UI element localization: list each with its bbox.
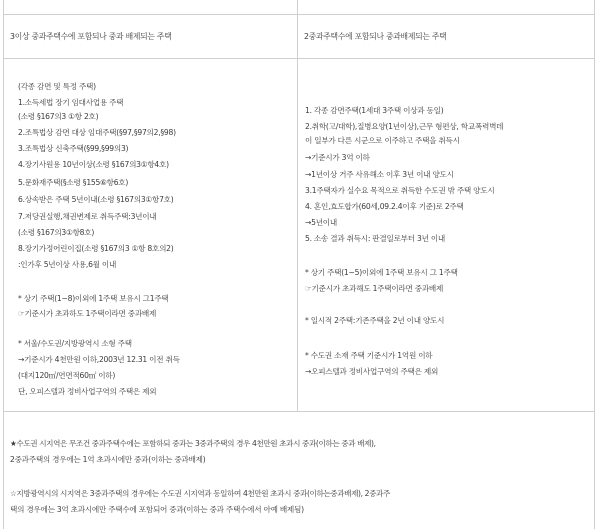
left-line: 2.조특법상 감면 대상 임대주택(§97,§97의2,§98) — [18, 128, 176, 137]
left-line: 7.저당권실행,채권변제로 취득주택:3년이내 — [18, 212, 157, 221]
right-line: →기준시가 3억 이하 — [305, 153, 370, 162]
right-line: * 수도권 소재 주택 기준시가 1억원 이하 — [305, 351, 433, 360]
left-line: (각종 감면 및 특정 주택) — [18, 82, 96, 91]
left-line: 4.장기사원용 10년이상(소령 §167의3①항4호) — [18, 160, 169, 169]
left-line: (소령 §167의3①항8호) — [18, 228, 95, 237]
right-column-header: 2중과주택수에 포함되나 중과배제되는 주택 — [304, 32, 447, 41]
right-line: * 일시적 2주택:기존주택을 2년 이내 양도시 — [305, 316, 445, 325]
table-border-right — [594, 0, 595, 529]
note-line: ☆지방광역시의 시지역은 3중과주택의 경우에는 수도권 시지역과 동일하여 4천만원 초과시 중과(이하는중과배제), 2중과주 — [10, 489, 390, 498]
note-line: 택의 경우에는 3억 초과시에만 주택수에 포함되어 중과(이하는 중과 주택수에서 아예 배제됨) — [10, 505, 304, 514]
column-divider — [297, 0, 298, 411]
right-line: 2.취학(고/대학),질병요양(1년이상),근무 형편상, 학교폭력벽데 — [305, 122, 504, 131]
left-line: (소령 §167의3 ①항 2호) — [18, 112, 99, 121]
right-line: 4. 혼인,효도합가(60세,09.2.4이후 기준)로 2주택 — [305, 202, 464, 211]
left-line: (대지120㎡/연면적60㎡ 이하) — [18, 371, 116, 380]
left-line: :인가후 5년이상 사용,6월 이내 — [18, 260, 117, 269]
left-line: 1.소득세법 장기 임대사업용 주택 — [18, 98, 124, 107]
left-line: * 상기 주택(1~8)이외에 1주택 보유시 그1주택 — [18, 294, 169, 303]
left-line: 3.조특법상 신축주택(§99,§99의3) — [18, 144, 129, 153]
left-line: →기준시가 4천만원 이하,2003년 12.31 이전 취득 — [18, 355, 180, 364]
left-line: 단, 오피스텔과 정비사업구역의 주택은 제외 — [18, 387, 157, 396]
notes-top-border — [3, 411, 595, 412]
right-line: 3.1주택자가 실수요 목적으로 취득한 수도권 밖 주택 양도시 — [305, 186, 495, 195]
right-line: * 상기 주택(1~5)이외에 1주택 보유시 그 1주택 — [305, 268, 458, 277]
right-line: →1년이상 거주 사유해소 이후 3년 이내 양도시 — [305, 170, 454, 179]
header-top-border — [3, 14, 595, 15]
note-line: 2중과주택의 경우에는 1억 초과시에만 중과(이하는 중과배제) — [10, 455, 206, 464]
left-line: 6.상속받은 주택 5년이내(소령 §167의3①항7호) — [18, 195, 174, 204]
left-line: * 서울/수도권/지방광역시 소형 주택 — [18, 339, 132, 348]
left-line: 8.장기가정어린이집(소령 §167의3 ①항 8호의2) — [18, 244, 174, 253]
right-line: →5년이내 — [305, 218, 337, 227]
header-bottom-border — [3, 58, 595, 59]
right-line: 1. 각종 감면주택(1세대 3주택 이상과 동일) — [305, 106, 444, 115]
table-border-left — [3, 0, 4, 529]
left-line: ☞기준시가 초과하도 1주택이라면 중과배제 — [18, 309, 157, 318]
right-line: →오피스텔과 정비사업구역의 주택은 제외 — [305, 367, 439, 376]
right-line: 5. 소송 결과 취득시: 판결일로부터 3년 이내 — [305, 234, 445, 243]
right-line: 이 일부가 다른 시군으로 이주하고 주택을 취득시 — [305, 136, 460, 145]
right-line: ☞기준시가 초과해도 1주택이라면 중과배제 — [305, 284, 444, 293]
left-column-header: 3이상 중과주택수에 포함되나 중과 배제되는 주택 — [10, 32, 172, 41]
note-line: ★수도권 시지역은 무조건 중과주택수에는 포함하되 중과는 3중과주택의 경우 4천만원 초과시 중과(이하는 중과 배제), — [10, 439, 376, 448]
left-line: 5.문화재주택(§소령 §155⑥항6호) — [18, 178, 129, 187]
